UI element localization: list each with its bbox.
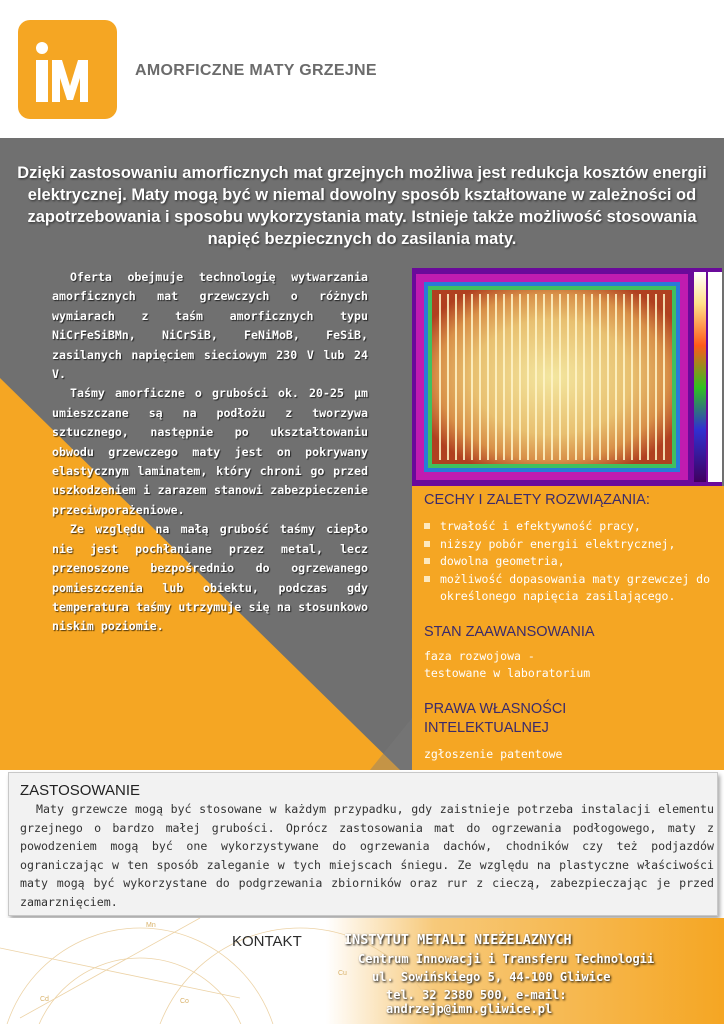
offer-description: [52, 268, 368, 637]
lead-paragraph: Dzięki zastosowaniu amorficznych mat grzejnych możliwa jest redukcja kosztów energii elektrycznej. Maty mogą być w niemal dowolny sposób kształtowane w zależności od zapotrzebowania i sposobu wykorzystania maty. Istnieje także możliwość stosowania napięć bezpiecznych do zasilania maty.: [17, 164, 707, 248]
offer-paragraph-3: Ze względu na małą grubość taśmy ciepło nie jest pochłaniane przez metal, lecz przenoszone bezpośrednio do ogrzewanego pomieszczenia lub obiektu, podczas gdy temperatura taśmy utrzymuje się na stosunkowo niskim poziomie.: [52, 522, 368, 634]
imn-logo-mark: [18, 20, 117, 119]
list-item: trwałość i efektywność pracy,: [424, 518, 714, 536]
institute-name: INSTYTUT METALI NIEŻELAZNYCH: [344, 932, 572, 948]
ip-heading: PRAWA WŁASNOŚCI INTELEKTUALNEJ: [424, 701, 567, 736]
element-label: Co: [180, 998, 189, 1005]
list-item: dowolna geometria,: [424, 553, 714, 571]
document-title: AMORFICZNE MATY GRZEJNE: [135, 62, 377, 79]
offer-paragraph-2: Taśmy amorficzne o grubości ok. 20-25 µm umieszczane są na podłożu z tworzywa sztucznego, następnie po ukształtowaniu obwodu grzewczego maty jest on pokrywany elastycznym laminatem, który chroni go przed uszkodzeniem i zarazem stanowi zabezpieczenie przeciwporażeniowe.: [52, 386, 368, 517]
offer-paragraph-1: Oferta obejmuje technologię wytwarzania amorficznych mat grzewczych o różnych wymiarach z taśm amorficznych typu NiCrFeSiBMn, NiCrSiB, FeNiMoB, FeSiB, zasilanych napięciem sieciowym 230 V lub 24 V.: [52, 270, 368, 382]
thermal-image: [412, 268, 722, 486]
list-item: niższy pobór energii elektrycznej,: [424, 536, 714, 554]
bullet-icon: [424, 558, 430, 564]
bullet-icon: [424, 576, 430, 582]
status-heading: STAN ZAAWANSOWANIA: [424, 624, 595, 640]
element-label: Mn: [146, 922, 156, 929]
features-heading: CECHY I ZALETY ROZWIĄZANIA:: [424, 492, 650, 508]
list-item: możliwość dopasowania maty grzewczej do określonego napięcia zasilającego.: [424, 571, 714, 606]
ip-text: zgłoszenie patentowe: [424, 747, 563, 761]
status-text: faza rozwojowa - testowane w laboratorium: [424, 649, 591, 680]
contact-label: KONTAKT: [232, 933, 302, 950]
imn-logo: [18, 20, 117, 119]
bullet-icon: [424, 523, 430, 529]
features-list: [424, 518, 714, 606]
bullet-icon: [424, 541, 430, 547]
element-label: Cd: [40, 996, 49, 1003]
center-name: Centrum Innowacji i Transferu Technologii: [358, 952, 655, 966]
address: ul. Sowińskiego 5, 44-100 Gliwice: [372, 970, 611, 984]
phone-email[interactable]: tel. 32 2380 500, e-mail: andrzejp@imn.gliwice.pl: [386, 988, 567, 1016]
element-label: Cu: [338, 970, 347, 977]
application-heading: ZASTOSOWANIE: [20, 782, 141, 799]
application-text: Maty grzewcze mogą być stosowane w każdym przypadku, gdy zaistnieje potrzeba instalacji elementu grzejnego o bardzo małej grubości. Oprócz zastosowania mat do ogrzewania podłogowego, maty z powodzeniem mogą być one wykorzystywane do ogrzewania dachów, chodników czy też podjazdów ograniczając w ten sposób zaleganie w tych miejscach śniegu. Ze względu na plastyczne właściwości maty mogą być wykorzystane do podgrzewania zbiorników oraz rur z cieczą, zabezpieczając je przed zamarznięciem.: [20, 802, 714, 909]
